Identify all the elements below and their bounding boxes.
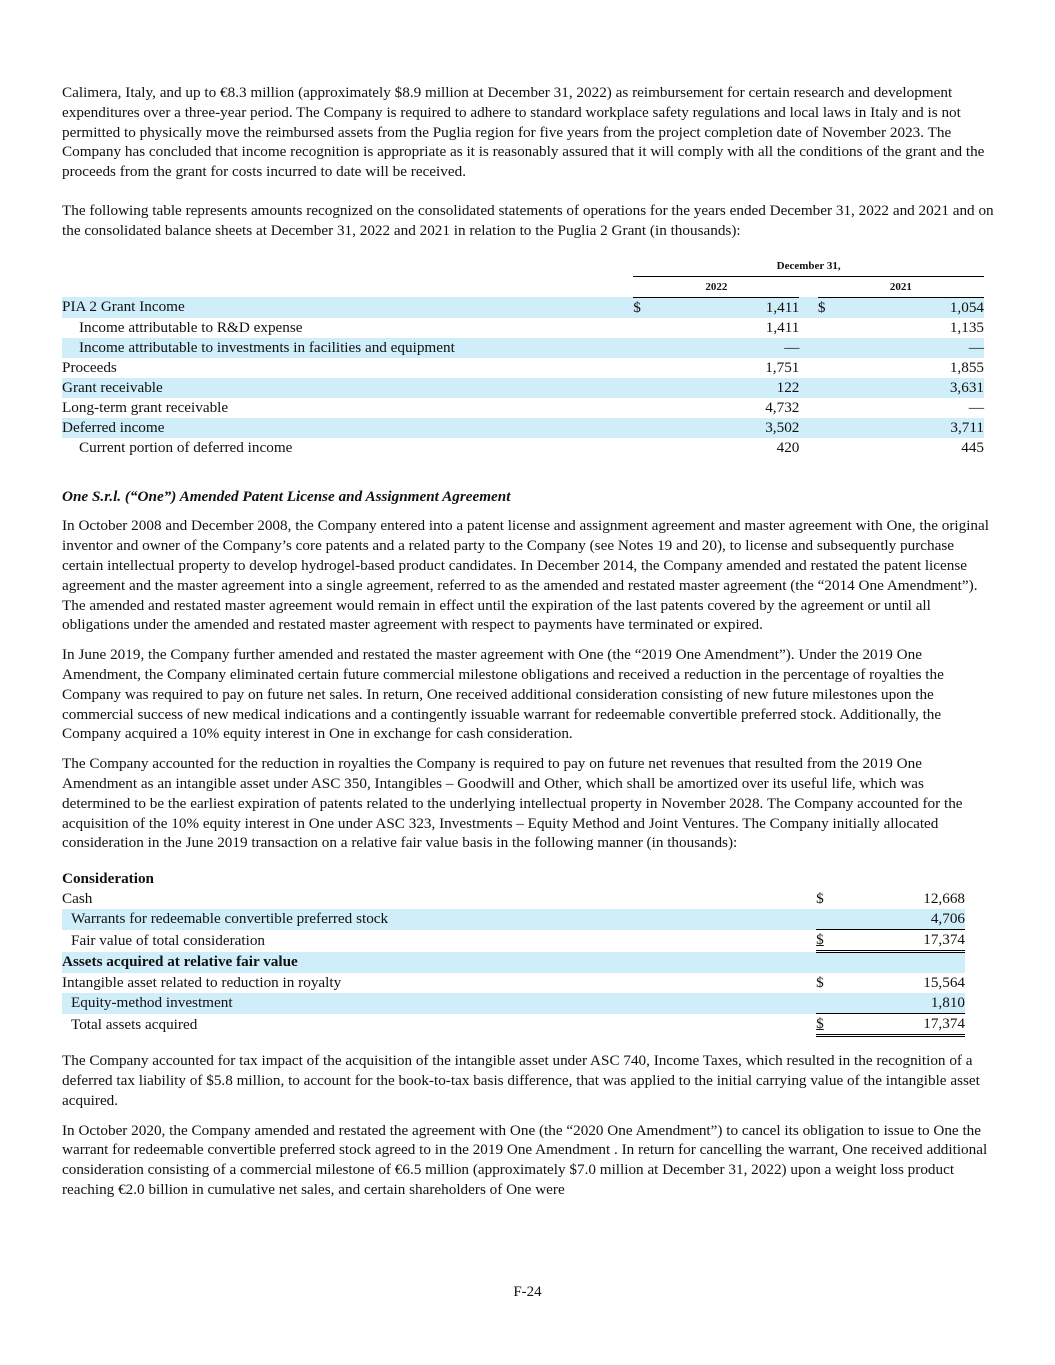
table-row: Long-term grant receivable 4,732 — (62, 398, 984, 416)
paragraph-history: In October 2008 and December 2008, the Company entered into a patent license and assignment agreement and master agreement with One, the original inventor and owner of the Company’s core patents and a related party to the Company (see Notes 19 and 20), to license and subsequently purchase certain intellectual property to develop hydrogel-based product candidates. In December 2014, the Company amended and restated the patent license agreement and the master agreement into a single agreement, referred to as the amended and restated master agreement (the “2014 One Amendment”). The amended and restated master agreement would remain in effect until the expiration of the last patents covered by the agreement or until all obligations under the amended and restated master agreement with respect to payments have terminated or expired. (62, 517, 989, 634)
paragraph-2020-amendment: In October 2020, the Company amended and restated the agreement with One (the “2020 One Amendment”) to cancel its obligation to issue to One the warrant for redeemable convertible preferred stock agreed to in the 2019 One Amendment . In return for cancelling the warrant, One received additional consideration consisting of a commercial milestone of €6.5 million (approximately $7.0 million at December 31, 2022) upon a weight loss product reaching €2.0 billion in cumulative net sales, and certain shareholders of One were (62, 1121, 988, 1198)
table-row: Equity-method investment 1,810 (62, 993, 965, 1014)
table-row: Intangible asset related to reduction in royalty $ 15,564 (62, 974, 965, 992)
page-number: F-24 (513, 1284, 542, 1300)
paragraph-table-intro: The following table represents amounts recognized on the consolidated statements of operations for the years ended December 31, 2022 and 2021 and on the consolidated balance sheets at December 31, 2022 and 2021 in relation to the Puglia 2 Grant (in thousands): (62, 201, 994, 239)
section-heading: One S.r.l. (“One”) Amended Patent License and Assignment Agreement (62, 487, 511, 505)
column-header-2021: 2021 (818, 277, 984, 298)
table-row-total: Fair value of total consideration $ 17,374 (62, 930, 965, 952)
paragraph-grant-terms: Calimera, Italy, and up to €8.3 million (approximately $8.9 million at December 31, 2022) as reimbursement for certain research and development expenditures over a three-year period. The Company is required to adhere to standard workplace safety regulations and local laws in Italy and is not permitted to physically move the reimbursed assets from the Puglia region for five years from the project completion date of November 2023. The Company has concluded that income recognition is appropriate as it is reasonably assured that it will comply with all the conditions of the grant and the proceeds from the grant for costs incurred to date will be received. (62, 84, 985, 181)
table-row: PIA 2 Grant Income $ 1,411 $ 1,054 (62, 298, 984, 316)
table-row: Proceeds 1,751 1,855 (62, 358, 984, 376)
column-group-header: December 31, (633, 257, 984, 277)
table-row: Income attributable to investments in facilities and equipment — — (62, 338, 984, 358)
table-year-row (62, 277, 984, 298)
paragraph-2019-amendment: In June 2019, the Company further amended and restated the master agreement with One (the “2019 One Amendment”). Under the 2019 One Amendment, the Company eliminated certain future commercial milestone obligations and received a reduction in the percentage of royalties the Company was required to pay on future net sales. In return, One received additional consideration consisting of new future milestones upon the commercial success of new medical indications and a contingently issuable warrant for redeemable convertible preferred stock. Additionally, the Company acquired a 10% equity interest in One in exchange for cash consideration. (62, 646, 944, 743)
table-header-row (62, 257, 984, 277)
paragraph-tax-impact: The Company accounted for tax impact of the acquisition of the intangible asset under ASC 740, Income Taxes, which resulted in the recognition of a deferred tax liability of $5.8 million, to account for the book-to-tax basis difference, that was applied to the initial carrying value of the intangible asset acquired. (62, 1052, 980, 1109)
table-row: Income attributable to R&D expense 1,411 1,135 (79, 318, 984, 336)
table-row: Deferred income 3,502 3,711 (62, 418, 984, 436)
table-row: Cash $ 12,668 (62, 890, 965, 908)
column-header-2022: 2022 (633, 277, 799, 298)
document-page (62, 83, 994, 1210)
table-row: Current portion of deferred income 420 445 (79, 438, 984, 456)
consideration-table (62, 869, 965, 1037)
table-row: Grant receivable 122 3,631 (62, 378, 984, 396)
table-row-total: Total assets acquired $ 17,374 (62, 1014, 965, 1036)
table-row: Consideration (62, 870, 154, 888)
table-row: Assets acquired at relative fair value (62, 952, 965, 974)
puglia-grant-table (62, 257, 984, 458)
paragraph-accounting: The Company accounted for the reduction in royalties the Company is required to pay on future net revenues that resulted from the 2019 One Amendment as an intangible asset under ASC 350, Intangibles – Goodwill and Other, which shall be amortized over its useful life, which was determined to be the earliest expiration of patents related to the underlying intellectual property in November 2028. The Company accounted for the acquisition of the 10% equity interest in One under ASC 323, Investments – Equity Method and Joint Ventures. The Company initially allocated consideration in the June 2019 transaction on a relative fair value basis in the following manner (in thousands): (62, 755, 963, 852)
table-row: Warrants for redeemable convertible preferred stock 4,706 (62, 909, 965, 930)
